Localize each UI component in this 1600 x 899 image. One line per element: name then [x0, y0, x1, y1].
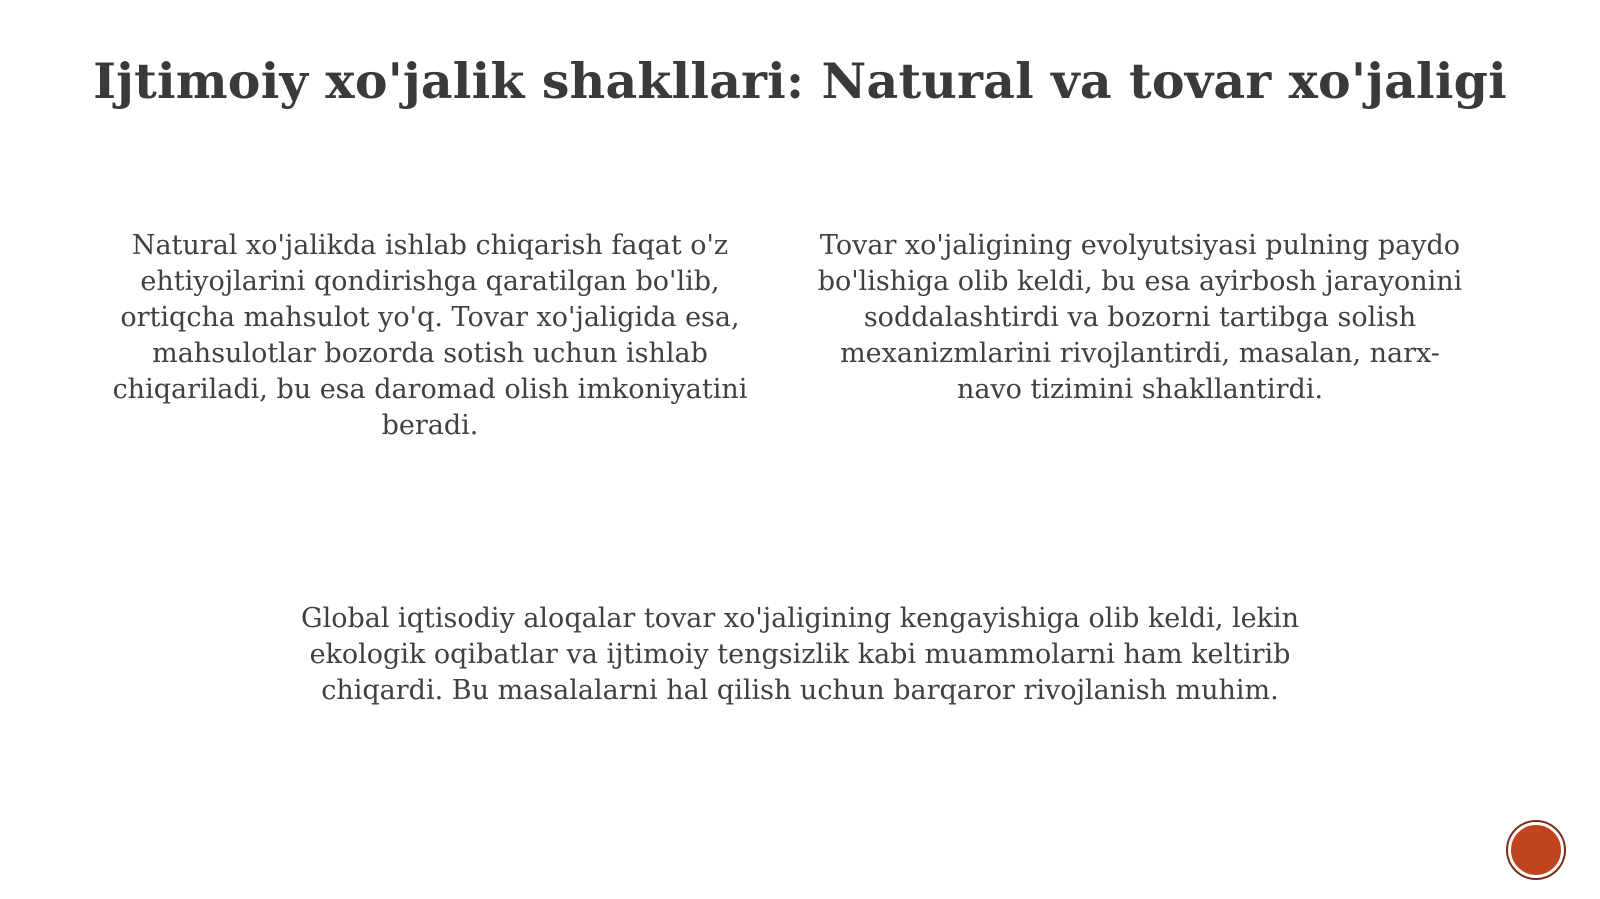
nav-circle-button[interactable]	[1508, 822, 1564, 878]
slide-title: Ijtimoiy xo'jalik shakllari: Natural va tovar xo'jaligi	[93, 52, 1507, 110]
left-text-block: Natural xo'jalikda ishlab chiqarish faqat o'z ehtiyojlarini qondirishga qaratilgan bo'lib, ortiqcha mahsulot yo'q. Tovar xo'jaligida esa, mahsulotlar bozorda sotish uchun ishlab chiqariladi, bu esa daromad olish imkoniyatini beradi.	[112, 230, 748, 441]
bottom-text-block: Global iqtisodiy aloqalar tovar xo'jaligining kengayishiga olib keldi, lekin ekologik oqibatlar va ijtimoiy tengsizlik kabi muammolarni ham keltirib chiqardi. Bu masalalarni hal qilish uchun barqaror rivojlanish muhim.	[301, 603, 1299, 706]
right-text-block: Tovar xo'jaligining evolyutsiyasi pulning paydo bo'lishiga olib keldi, bu esa ayirbosh jarayonini soddalashtirdi va bozorni tartibga solish mexanizmlarini rivojlantirdi, masalan, narx-navo tizimini shakllantirdi.	[817, 230, 1463, 405]
